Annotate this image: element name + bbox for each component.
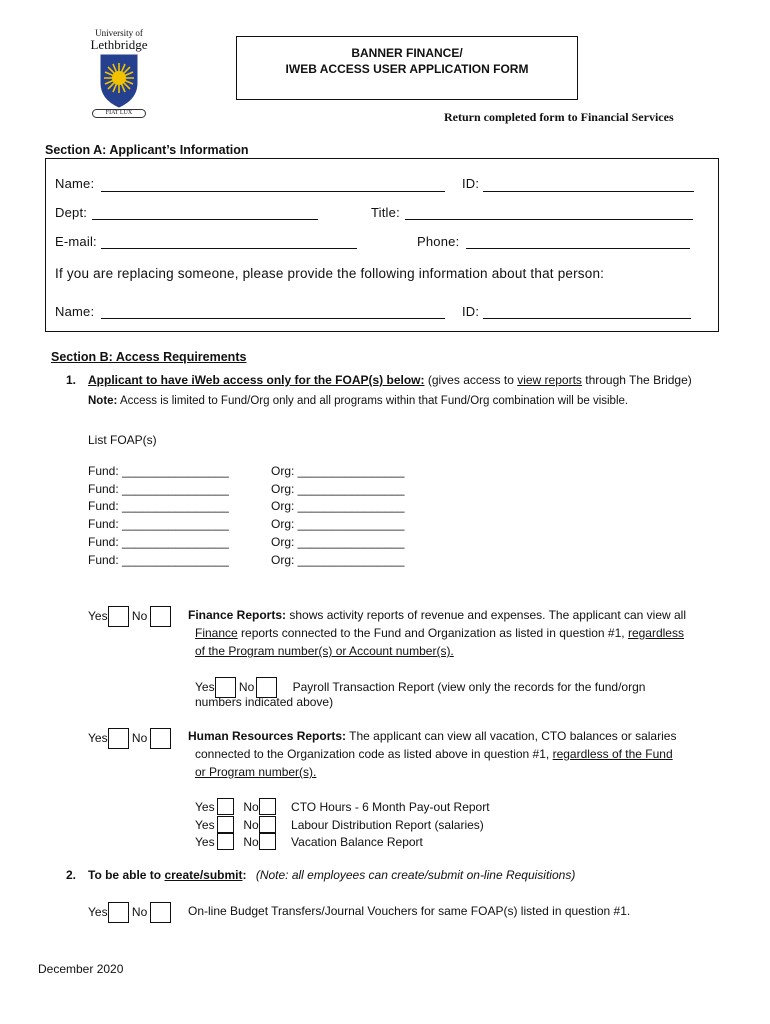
title-label: Title: — [371, 205, 400, 220]
section-a-box — [45, 158, 719, 332]
q1-title: Applicant to have iWeb access only for the FOAP(s) below: — [88, 373, 425, 387]
name-field[interactable] — [101, 191, 445, 192]
fund-row-1[interactable]: Fund: ________________ — [88, 464, 229, 478]
q1-view-reports: view reports — [517, 373, 582, 387]
finance-regardless: regardless — [627, 626, 684, 640]
cto-no-label: No — [243, 800, 259, 814]
online-yes-no — [88, 902, 171, 923]
replaced-name-label: Name: — [55, 304, 95, 319]
fund-row-4[interactable]: Fund: ________________ — [88, 517, 229, 531]
finance-reports-line3: of the Program number(s) or Account number(s). — [195, 644, 454, 658]
org-row-6[interactable]: Org: ________________ — [271, 553, 405, 567]
org-row-4[interactable]: Org: ________________ — [271, 517, 405, 531]
replace-instructions: If you are replacing someone, please provide the following information about that person: — [55, 266, 605, 281]
q2-number: 2. — [66, 868, 77, 882]
form-title-line1: BANNER FINANCE/ — [351, 46, 463, 60]
hr-reports-line1 — [188, 728, 676, 745]
org-row-1[interactable]: Org: ________________ — [271, 464, 405, 478]
finance-word: Finance — [195, 626, 238, 640]
fund-row-3[interactable]: Fund: ________________ — [88, 499, 229, 513]
finance-reports-line1 — [188, 607, 686, 624]
vacation-no-label: No — [243, 835, 259, 849]
cto-yes-label: Yes — [195, 800, 215, 814]
org-row-3[interactable]: Org: ________________ — [271, 499, 405, 513]
q1-note — [88, 393, 628, 410]
section-a-heading: Section A: Applicant’s Information — [45, 143, 249, 157]
labour-yes-checkbox[interactable] — [217, 816, 234, 833]
section-b-heading: Section B: Access Requirements — [51, 350, 247, 364]
q2-create-submit: create/submit — [164, 868, 243, 882]
finance-no-label: No — [131, 609, 148, 623]
replaced-name-field[interactable] — [101, 318, 445, 319]
org-row-2[interactable]: Org: ________________ — [271, 482, 405, 496]
cto-row — [195, 798, 490, 816]
payroll-text-2: numbers indicated above) — [195, 695, 334, 709]
org-row-5[interactable]: Org: ________________ — [271, 535, 405, 549]
title-field[interactable] — [405, 219, 693, 220]
fund-row-2[interactable]: Fund: ________________ — [88, 482, 229, 496]
q2-note: (Note: all employees can create/submit on-line Requisitions) — [255, 868, 576, 882]
q1-number: 1. — [66, 373, 77, 387]
q2-title-a: To be able to — [88, 868, 165, 882]
payroll-text: Payroll Transaction Report (view only the records for the fund/orgn — [292, 680, 646, 694]
note-text: Access is limited to Fund/Org only and all programs within that Fund/Org combination will be visible. — [117, 395, 629, 407]
labour-yes-label: Yes — [195, 818, 215, 832]
question-2 — [66, 867, 575, 884]
fund-row-6[interactable]: Fund: ________________ — [88, 553, 229, 567]
labour-text: Labour Distribution Report (salaries) — [291, 818, 484, 832]
hr-regardless: regardless of the Fund — [552, 747, 673, 761]
id-field[interactable] — [483, 191, 694, 192]
finance-line2-mid: reports connected to the Fund and Organization as listed in question #1, — [237, 626, 628, 640]
hr-reports-line2 — [195, 746, 673, 763]
sun-crest-icon — [97, 53, 141, 109]
online-yes-checkbox[interactable] — [108, 902, 129, 923]
finance-yes-checkbox[interactable] — [108, 606, 129, 627]
vacation-yes-label: Yes — [195, 835, 215, 849]
vacation-yes-checkbox[interactable] — [217, 833, 234, 850]
finance-reports-title: Finance Reports: — [188, 608, 287, 622]
hr-no-label: No — [131, 731, 148, 745]
hr-reports-desc: The applicant can view all vacation, CTO balances or salaries — [346, 729, 677, 743]
cto-yes-checkbox[interactable] — [217, 798, 234, 815]
online-no-label: No — [131, 905, 148, 919]
labour-no-checkbox[interactable] — [259, 816, 276, 833]
finance-no-checkbox[interactable] — [150, 606, 171, 627]
online-no-checkbox[interactable] — [150, 902, 171, 923]
payroll-yes-label: Yes — [195, 680, 215, 694]
question-1 — [66, 372, 692, 389]
finance-reports-line2 — [195, 625, 684, 642]
return-note: Return completed form to Financial Services — [444, 110, 674, 124]
name-label: Name: — [55, 176, 95, 191]
phone-field[interactable] — [466, 248, 690, 249]
q2-colon: : — [242, 868, 247, 882]
phone-label: Phone: — [417, 234, 460, 249]
email-label: E-mail: — [55, 234, 97, 249]
footer-date: December 2020 — [38, 962, 124, 976]
form-title-line2: IWEB ACCESS USER APPLICATION FORM — [285, 62, 529, 76]
labour-no-label: No — [243, 818, 259, 832]
logo-line2: Lethbridge — [90, 37, 148, 52]
hr-line2-text: connected to the Organization code as listed above in question #1, — [195, 747, 553, 761]
payroll-no-label: No — [238, 680, 255, 694]
cto-no-checkbox[interactable] — [259, 798, 276, 815]
finance-yes-label: Yes — [88, 609, 108, 623]
finance-yes-no — [88, 606, 171, 627]
vacation-row — [195, 833, 423, 851]
hr-reports-line3: or Program number(s). — [195, 765, 317, 779]
list-foap-label: List FOAP(s) — [88, 433, 157, 447]
university-logo — [86, 28, 152, 118]
hr-yes-no — [88, 728, 171, 749]
note-label: Note: — [88, 395, 118, 407]
q1-rest-a: (gives access to — [424, 373, 518, 387]
logo-motto: FIAT LUX — [92, 109, 146, 118]
fund-row-5[interactable]: Fund: ________________ — [88, 535, 229, 549]
replaced-id-label: ID: — [462, 304, 480, 319]
dept-field[interactable] — [92, 219, 318, 220]
email-field[interactable] — [101, 248, 357, 249]
hr-yes-checkbox[interactable] — [108, 728, 129, 749]
logo-line1: University of — [95, 28, 143, 38]
cto-text: CTO Hours - 6 Month Pay-out Report — [291, 800, 490, 814]
q1-rest-b: through The Bridge) — [581, 373, 692, 387]
online-budget-text: On-line Budget Transfers/Journal Vouchers for same FOAP(s) listed in question #1. — [188, 904, 631, 918]
online-yes-label: Yes — [88, 905, 108, 919]
hr-yes-label: Yes — [88, 731, 108, 745]
vacation-text: Vacation Balance Report — [291, 835, 423, 849]
dept-label: Dept: — [55, 205, 88, 220]
vacation-no-checkbox[interactable] — [259, 833, 276, 850]
finance-reports-desc: shows activity reports of revenue and expenses. The applicant can view all — [286, 608, 687, 622]
labour-row — [195, 816, 484, 834]
id-label: ID: — [462, 176, 480, 191]
form-title-box — [236, 36, 578, 100]
hr-reports-title: Human Resources Reports: — [188, 729, 347, 743]
replaced-id-field[interactable] — [483, 318, 691, 319]
hr-no-checkbox[interactable] — [150, 728, 171, 749]
